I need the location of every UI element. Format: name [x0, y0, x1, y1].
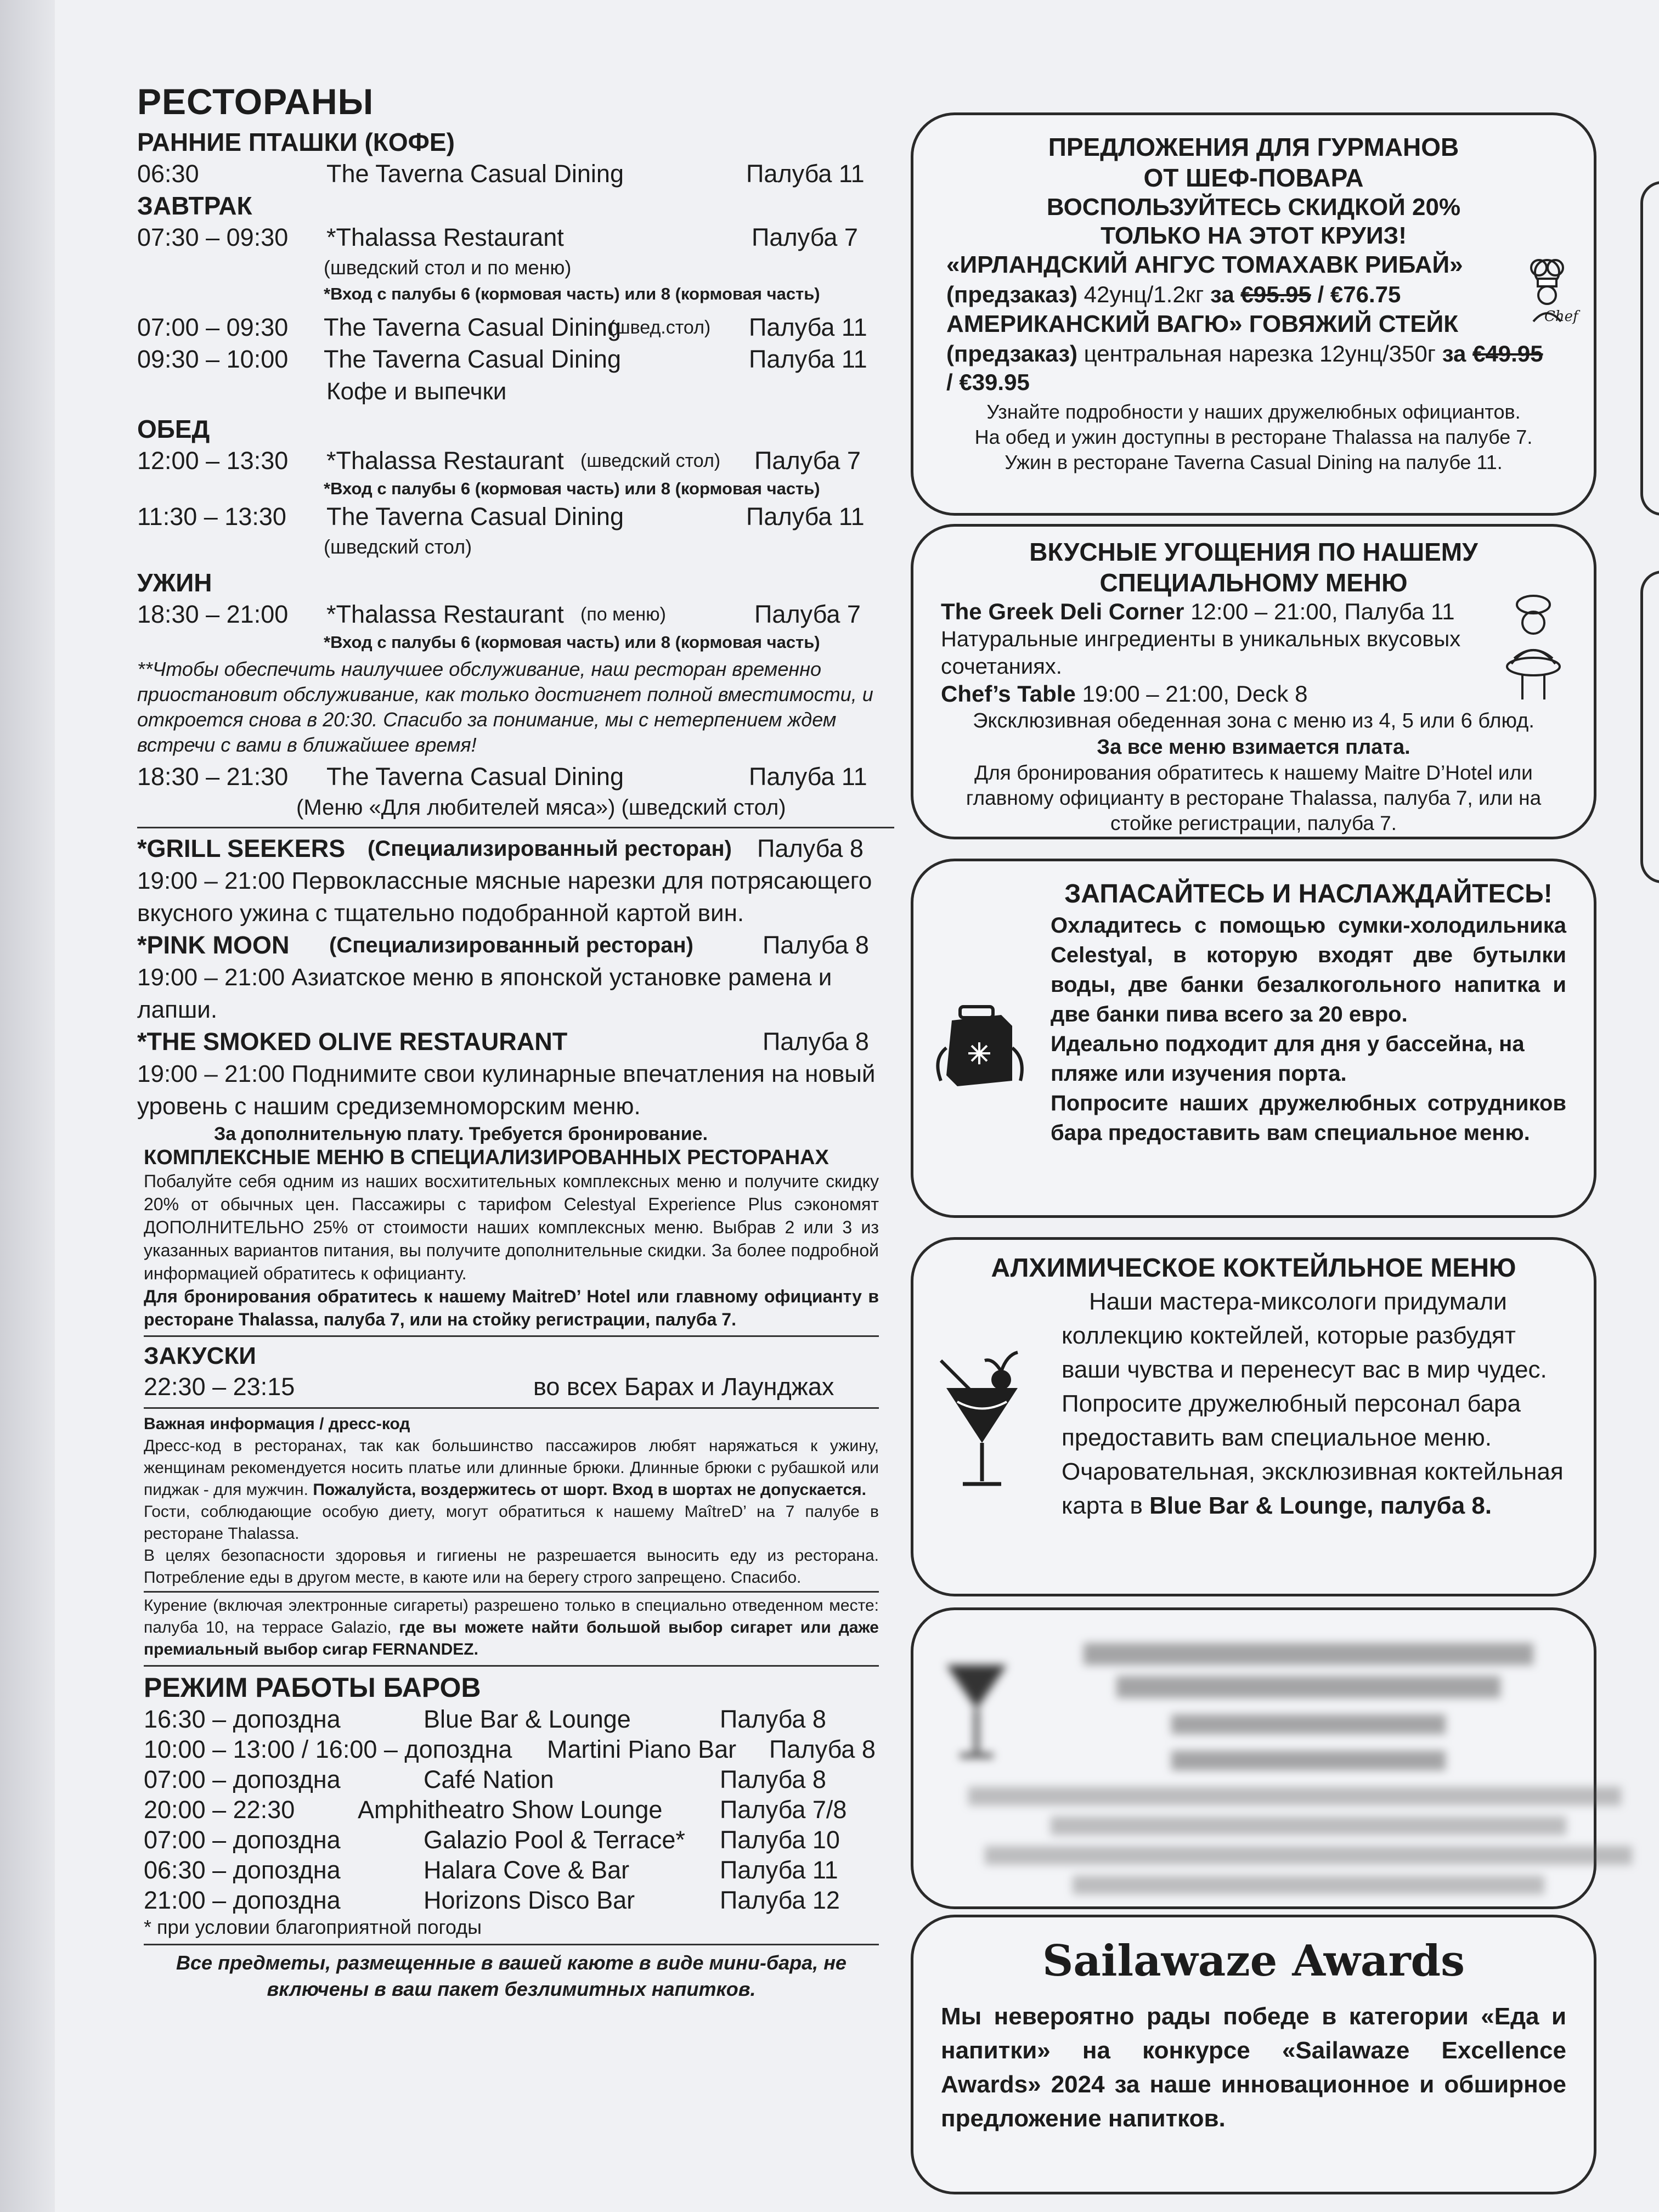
early-row: [137, 158, 894, 190]
coffee-pastry: Кофе и выпечки: [326, 378, 507, 405]
bar-name: Halara Cove & Bar: [424, 1856, 630, 1884]
deli-name: The Greek Deli Corner: [941, 599, 1184, 624]
deck: Палуба 11: [749, 345, 867, 373]
za-label: за: [1210, 281, 1234, 307]
divider: [144, 1591, 879, 1593]
bar-time: 16:30 – допоздна: [144, 1705, 341, 1733]
venue-extra: (шведский стол): [580, 450, 721, 471]
entry-note: *Вход с палубы 6 (кормовая часть) или 8 (кормовая часть): [324, 633, 820, 652]
item2-weight: центральная нарезка 12унц/350г: [1084, 341, 1436, 366]
item2-new: / €39.95: [946, 369, 1030, 395]
special-fee: За все меню взимается плата.: [1097, 736, 1410, 759]
divider: [144, 1944, 879, 1945]
bars-title: РЕЖИМ РАБОТЫ БАРОВ: [144, 1672, 481, 1703]
page-shadow: [0, 0, 55, 2212]
deli-text: Натуральные ингредиенты в уникальных вкусовых сочетаниях.: [941, 627, 1461, 679]
bar-name: Amphitheatro Show Lounge: [358, 1796, 663, 1824]
awards-box: [911, 1915, 1596, 2194]
bar-name: Blue Bar & Lounge: [424, 1705, 631, 1733]
item1-pre: (предзаказ): [946, 281, 1077, 307]
lunch-row-1: [137, 445, 894, 477]
item1-weight: 42унц/1.2кг: [1084, 281, 1204, 307]
bar-time: 07:00 – допоздна: [144, 1826, 341, 1854]
pink-text: 19:00 – 21:00 Азиатское меню в японской установке рамена и лапши.: [137, 964, 832, 1023]
venue: The Taverna Casual Dining: [326, 503, 624, 531]
za-label: за: [1442, 341, 1466, 366]
dress-text: Дресс-код в ресторанах, так как большинство пассажиров любят наряжаться к ужину, женщинам рекомендуется носить платье или длинные брюки. Длинные брюки с рубашкой или пиджак - для мужчин.: [144, 1437, 879, 1499]
gourmet-info-2: На обед и ужин доступны в ресторане Thalassa на палубе 7.: [974, 426, 1533, 448]
entry-note: *Вход с палубы 6 (кормовая часть) или 8 (кормовая часть): [324, 284, 820, 303]
olive-title: *THE SMOKED OLIVE RESTAURANT: [137, 1028, 568, 1056]
olive-header: [137, 1026, 894, 1058]
breakfast-title: ЗАВТРАК: [137, 191, 252, 220]
item2-pre: (предзаказ): [946, 341, 1077, 366]
venue: The Taverna Casual Dining: [324, 313, 621, 341]
gourmet-info-1: Узнайте подробности у наших дружелюбных официантов.: [986, 400, 1521, 423]
info-title: Важная информация / дресс-код: [144, 1415, 410, 1433]
martini-glass-icon: [941, 1654, 1012, 1764]
cocktail-box: [911, 1237, 1596, 1596]
breakfast-sub: (шведский стол и по меню): [324, 256, 572, 279]
venue: *Thalassa Restaurant: [326, 223, 564, 251]
venue-extra: (швед.стол): [609, 317, 711, 338]
bar-time: 07:00 – допоздна: [144, 1765, 341, 1793]
deck: Палуба 11: [749, 763, 867, 791]
chef-table-line: [941, 680, 1484, 708]
dinner-row-1: [137, 599, 894, 630]
bar-deck: Палуба 12: [720, 1886, 840, 1914]
divider: [137, 827, 894, 828]
awards-text: Мы невероятно рады победе в категории «Еда и напитки» на конкурсе «Sailawaze Excellence Awards» 2024 за наше инновационное и обширное предложение напитков.: [941, 2003, 1566, 2132]
time: 06:30: [137, 160, 199, 188]
item1-price: [946, 280, 1561, 309]
special-booking: Для бронирования обратитесь к нашему Maitre D’Hotel или главному официанту в ресторане Thalassa, палуба 7, или на стойке регистрации, палуба 7.: [966, 761, 1542, 834]
next-page-edge: [1640, 571, 1659, 883]
venue: The Taverna Casual Dining: [324, 345, 621, 373]
dress-bold: Пожалуйста, воздержитесь от шорт. Вход в шортах не допускается.: [313, 1481, 866, 1499]
breakfast-row-2: [137, 312, 894, 343]
time: 18:30 – 21:00: [137, 600, 289, 628]
time: 09:30 – 10:00: [137, 345, 289, 373]
pink-deck: Палуба 8: [763, 931, 869, 959]
cooler-p3: Попросите наших дружелюбных сотрудников бара предоставить вам специальное меню.: [1051, 1091, 1566, 1145]
deck: Палуба 11: [749, 313, 867, 341]
item1-new: / €76.75: [1317, 281, 1401, 307]
entry-note: *Вход с палубы 6 (кормовая часть) или 8 (кормовая часть): [324, 479, 820, 498]
item2-old: €49.95: [1472, 341, 1543, 366]
bar-deck: Палуба 7/8: [720, 1796, 847, 1824]
time: 07:30 – 09:30: [137, 223, 289, 251]
bar-deck: Палуба 8: [720, 1765, 826, 1793]
bar-deck: Палуба 11: [720, 1856, 838, 1884]
bar-name: Horizons Disco Bar: [424, 1886, 635, 1914]
cooler-p2: Идеально подходит для дня у бассейна, на пляже или изучения порта.: [1051, 1032, 1525, 1086]
set-menus-booking: Для бронирования обратитесь к нашему MaitreD’ Hotel или главному официанту в ресторане Thalassa, палуба 7, или на стойку регистрации, палуба 7.: [144, 1286, 879, 1329]
venue: The Taverna Casual Dining: [326, 763, 624, 791]
cooler-title: ЗАПАСАЙТЕСЬ И НАСЛАЖДАЙТЕСЬ!: [1064, 879, 1553, 909]
bar-row: [144, 1855, 879, 1885]
cocktail-text: [1062, 1285, 1566, 1523]
pink-header: [137, 929, 894, 961]
time: 07:00 – 09:30: [137, 313, 289, 341]
meat-lovers-sub: (Меню «Для любителей мяса») (шведский стол): [296, 795, 786, 820]
bar-row: [144, 1795, 879, 1825]
deck: Палуба 7: [754, 600, 861, 628]
cocktail-glass-icon: [935, 1350, 1029, 1492]
deck: Палуба 11: [746, 160, 865, 188]
time: 11:30 – 13:30: [137, 503, 286, 531]
minibar-note: Все предметы, размещенные в вашей каюте в виде мини-бара, не включены в ваш пакет безлимитных напитков.: [176, 1951, 847, 2000]
smoking: [144, 1595, 879, 1661]
bar-deck: Палуба 8: [720, 1705, 826, 1733]
grill-header: [137, 833, 894, 865]
cocktail-title: АЛХИМИЧЕСКОЕ КОКТЕЙЛЬНОЕ МЕНЮ: [991, 1254, 1516, 1283]
snacks-time: 22:30 – 23:15: [144, 1373, 295, 1401]
bar-deck: Палуба 10: [720, 1826, 840, 1854]
venue: *Thalassa Restaurant: [326, 600, 564, 628]
pink-title: *PINK MOON: [137, 931, 290, 959]
snacks-where: во всех Барах и Лаунджах: [533, 1373, 834, 1401]
cocktail-p1: Наши мастера-миксологи придумали коллекцию коктейлей, которые разбудят ваши чувства и перенесут вас в мир чудес.: [1062, 1288, 1547, 1383]
early-birds-title: РАННИЕ ПТАШКИ (КОФЕ): [137, 128, 455, 156]
item1-name: «ИРЛАНДСКИЙ АНГУС ТОМАХАВК РИБАЙ»: [946, 251, 1463, 278]
pink-type: (Специализированный ресторан): [329, 933, 693, 957]
bar-time: 20:00 – 22:30: [144, 1796, 295, 1824]
cooler-p1: Охладитесь с помощью сумки-холодильника Celestyal, в которую входят две бутылки воды, две банки безалкогольного напитка и две банки пива всего за 20 евро.: [1051, 913, 1566, 1026]
gourmet-title-4: ТОЛЬКО НА ЭТОТ КРУИЗ!: [1101, 222, 1407, 249]
gourmet-info-3: Ужин в ресторане Taverna Casual Dining на палубе 11.: [1005, 451, 1503, 473]
cocktail-p3-bold: Blue Bar & Lounge, палуба 8.: [1149, 1492, 1492, 1519]
deck: Палуба 7: [754, 447, 861, 475]
bar-name: Martini Piano Bar: [547, 1735, 737, 1763]
deck: Палуба 7: [752, 223, 858, 251]
safety-text: В целях безопасности здоровья и гигиены не разрешается выносить еду из ресторана. Потребление еды в другом месте, в каюте или на берегу строго запрещено. Спасибо.: [144, 1547, 879, 1587]
weather-note: * при условии благоприятной погоды: [144, 1916, 482, 1938]
awards-title: Sailawaze Awards: [1042, 1936, 1465, 1986]
next-page-edge: [1640, 181, 1659, 516]
set-menus-text: Побалуйте себя одним из наших восхитительных комплексных меню и получите скидку 20% от обычных цен. Пассажиры с тарифом Celestyal Experience Plus сэкономят ДОПОЛНИТЕЛЬНО 25% от стоимости наших комплексных меню. Выбрав 2 или 3 из указанных вариантов питания, вы получите дополнительные скидки. За более подробной информацией обратитесь к официанту.: [144, 1171, 879, 1283]
deli-line: [941, 598, 1484, 625]
bar-time: 10:00 – 13:00 / 16:00 – допоздна: [144, 1735, 512, 1763]
bar-time: 21:00 – допоздна: [144, 1886, 341, 1914]
venue: The Taverna Casual Dining: [326, 160, 624, 188]
cooler-bag-icon: [930, 998, 1029, 1097]
chef-table-text: Эксклюзивная обеденная зона с меню из 4, 5 или 6 блюд.: [973, 709, 1534, 732]
dinner-title: УЖИН: [137, 568, 212, 597]
lunch-row-2: [137, 501, 894, 533]
bar-name: Galazio Pool & Terrace*: [424, 1826, 685, 1854]
chef-label: Chef: [1544, 308, 1578, 325]
snacks-row: [144, 1371, 879, 1403]
cocktail-p2: Попросите дружелюбный персонал бара предоставить вам специальное меню.: [1062, 1390, 1521, 1451]
bars-table: [144, 1704, 879, 1915]
extra-fee-note: За дополнительную плату. Требуется бронирование.: [213, 1124, 708, 1144]
lunch-title: ОБЕД: [137, 415, 210, 443]
deli-time: 12:00 – 21:00, Палуба 11: [1190, 599, 1455, 624]
bar-deck: Палуба 8: [769, 1735, 876, 1763]
left-column: [137, 77, 894, 2002]
smoking-bold: где вы можете найти большой выбор сигарет или даже премиальный выбор сигар FERNANDEZ.: [144, 1618, 879, 1658]
bar-time: 06:30 – допоздна: [144, 1856, 341, 1884]
special-title-1: ВКУСНЫЕ УГОЩЕНИЯ ПО НАШЕМУ: [1029, 538, 1478, 566]
gourmet-box: [911, 112, 1596, 516]
deck: Палуба 11: [746, 503, 865, 531]
item2-name: АМЕРИКАНСКИЙ ВАГЮ» ГОВЯЖИЙ СТЕЙК: [946, 311, 1459, 337]
time: 12:00 – 13:30: [137, 447, 289, 475]
divider: [144, 1407, 879, 1409]
bar-row: [144, 1825, 879, 1855]
chef-icon: [1517, 256, 1577, 327]
set-menus-title: КОМПЛЕКСНЫЕ МЕНЮ В СПЕЦИАЛИЗИРОВАННЫХ РЕСТОРАНАХ: [144, 1146, 829, 1169]
special-title-2: СПЕЦИАЛЬНОМУ МЕНЮ: [1099, 568, 1408, 597]
cooler-box: [911, 859, 1596, 1218]
snacks-title: ЗАКУСКИ: [144, 1342, 256, 1369]
smoking-text: Курение (включая электронные сигареты) разрешено только в специально отведенном месте: палуба 10, на террасе Galazio,: [144, 1596, 879, 1637]
venue: *Thalassa Restaurant: [326, 447, 564, 475]
cocktail-p3: Очаровательная, эксклюзивная коктейльная карта в: [1062, 1458, 1564, 1519]
gourmet-title-2: ОТ ШЕФ-ПОВАРА: [1143, 163, 1364, 192]
blurred-drinks-box: [911, 1607, 1596, 1909]
dinner-notice: **Чтобы обеспечить наилучшее обслуживание, наш ресторан временно приостановит обслуживание, как только достигнет полной вместимости, и откроется снова в 20:30. Спасибо за понимание, мы с нетерпением ждем встречи с вами в ближайшее время!: [137, 658, 873, 756]
diet-text: Гости, соблюдающие особую диету, могут обратиться к нашему MaîtreD’ на 7 палубе в ресторане Thalassa.: [144, 1503, 879, 1543]
bar-row: [144, 1885, 879, 1915]
grill-title: *GRILL SEEKERS: [137, 834, 346, 862]
dinner-row-2: [137, 761, 894, 793]
grill-text: 19:00 – 21:00 Первоклассные мясные нарезки для потрясающего вкусного ужина с тщательно подобранной картой вин.: [137, 867, 872, 927]
waiter-icon: [1500, 592, 1566, 702]
bar-row: [144, 1704, 879, 1734]
bar-row: [144, 1734, 879, 1764]
gourmet-title-3: ВОСПОЛЬЗУЙТЕСЬ СКИДКОЙ 20%: [1046, 194, 1461, 221]
gourmet-info: [946, 399, 1561, 475]
blurred-text: [1051, 1643, 1566, 1894]
divider: [144, 1335, 879, 1337]
venue-extra: (по меню): [580, 604, 666, 625]
divider: [144, 1665, 879, 1667]
dress-code: [144, 1435, 879, 1501]
grill-type: (Специализированный ресторан): [368, 837, 732, 861]
chef-table-name: Chef’s Table: [941, 681, 1076, 707]
olive-deck: Палуба 8: [763, 1028, 869, 1056]
lunch-sub: (шведский стол): [324, 535, 472, 558]
gourmet-title-1: ПРЕДЛОЖЕНИЯ ДЛЯ ГУРМАНОВ: [1048, 133, 1459, 161]
special-menu-box: [911, 524, 1596, 839]
olive-text: 19:00 – 21:00 Поднимите свои кулинарные впечатления на новый уровень с нашим средиземноморским меню.: [137, 1060, 876, 1120]
time: 18:30 – 21:30: [137, 763, 289, 791]
grill-deck: Палуба 8: [757, 834, 864, 862]
breakfast-row-1: [137, 222, 894, 253]
bar-row: [144, 1764, 879, 1795]
cocktail-p3-line: [1062, 1455, 1566, 1523]
breakfast-row-3: [137, 343, 894, 375]
bar-name: Café Nation: [424, 1765, 554, 1793]
item1-old: €95.95: [1240, 281, 1311, 307]
item2-price: [946, 339, 1561, 369]
restaurants-title: РЕСТОРАНЫ: [137, 81, 374, 122]
chef-table-time: 19:00 – 21:00, Deck 8: [1082, 681, 1308, 707]
